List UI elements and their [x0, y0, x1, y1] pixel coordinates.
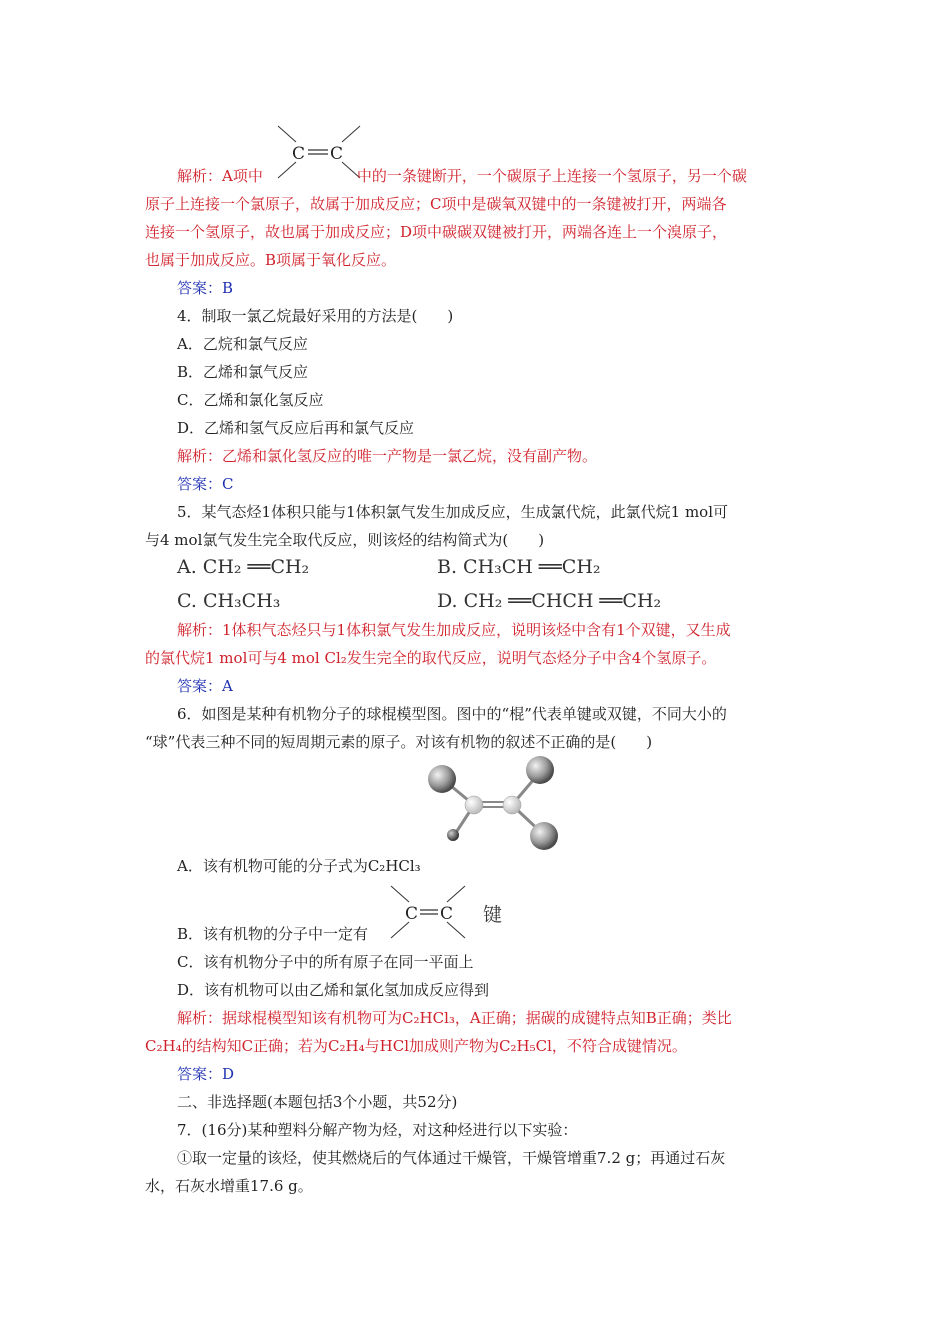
chlorine-atom	[530, 822, 558, 850]
q4-option-a: A．乙烷和氯气反应	[177, 335, 308, 353]
q5-answer: 答案：A	[177, 677, 233, 695]
analysis-label: 解析：	[177, 167, 223, 185]
svg-text:C: C	[440, 904, 454, 924]
q4-option-d: D．乙烯和氢气反应后再和氯气反应	[177, 419, 415, 437]
q7-item1-line-2: 水，石灰水增重17.6 g。	[145, 1177, 313, 1195]
analysis-text: 据球棍模型知该有机物可为C₂HCl₃，A正确；据碳的成键特点知B正确；类比	[222, 1009, 732, 1027]
bond-suffix: 键	[483, 904, 503, 926]
q6-analysis-2: C₂H₄的结构知C正确；若为C₂H₄与HCl加成则产物为C₂H₅Cl，不符合成键情况。	[145, 1037, 687, 1055]
ball-and-stick-model	[420, 755, 570, 855]
svg-text:C: C	[330, 144, 344, 164]
q6-option-c: C．该有机物分子中的所有原子在同一平面上	[177, 953, 474, 971]
part2-heading: 二、非选择题(本题包括3个小题，共52分)	[177, 1093, 458, 1111]
chlorine-atom	[526, 756, 554, 784]
svg-text:C: C	[292, 144, 306, 164]
q4-stem: 4．制取一氯乙烷最好采用的方法是( )	[177, 307, 454, 325]
analysis-label: 解析：	[177, 621, 223, 639]
analysis-text: 乙烯和氯化氢反应的唯一产物是一氯乙烷，没有副产物。	[222, 447, 598, 465]
analysis-text: A项中	[222, 167, 263, 185]
q5-option-d: D. CH₂ ══CHCH ══CH₂	[437, 590, 662, 612]
q5-analysis-1	[177, 620, 731, 640]
q6-analysis-1	[177, 1008, 732, 1028]
q6-option-a: A．该有机物可能的分子式为C₂HCl₃	[177, 857, 421, 875]
q6-stem-2: “球”代表三种不同的短周期元素的原子。对该有机物的叙述不正确的是( )	[145, 733, 653, 751]
q6-option-d: D．该有机物可以由乙烯和氯化氢加成反应得到	[177, 981, 490, 999]
q3-answer: 答案：B	[177, 279, 234, 297]
hydrogen-atom	[447, 829, 459, 841]
q5-option-a: A. CH₂ ══CH₂	[177, 556, 310, 578]
q3-analysis-line-3: 连接一个氢原子，故也属于加成反应；D项中碳碳双键被打开，两端各连上一个溴原子，	[145, 223, 728, 241]
analysis-text: 中的一条键断开，一个碳原子上连接一个氢原子，另一个碳	[356, 167, 747, 185]
carbon-atom	[465, 796, 483, 814]
q5-option-c: C. CH₃CH₃	[177, 590, 281, 612]
analysis-label: 解析：	[177, 447, 223, 465]
analysis-text: 1体积气态烃只与1体积氯气发生加成反应，说明该烃中含有1个双键，又生成	[222, 621, 731, 639]
q4-answer: 答案：C	[177, 475, 234, 493]
q3-analysis-line-1	[177, 166, 747, 186]
svg-text:C: C	[405, 904, 419, 924]
q3-analysis-line-4: 也属于加成反应。B项属于氧化反应。	[145, 251, 397, 269]
q5-option-b: B. CH₃CH ══CH₂	[437, 556, 601, 578]
analysis-label: 解析：	[177, 1009, 223, 1027]
q5-stem-1: 5．某气态烃1体积只能与1体积氯气发生加成反应，生成氯代烷，此氯代烷1 mol可	[177, 503, 728, 521]
chlorine-atom	[428, 765, 456, 793]
q5-analysis-2: 的氯代烷1 mol可与4 mol Cl₂发生完全的取代反应，说明气态烃分子中含4个氢原子。	[145, 649, 717, 667]
q6-answer: 答案：D	[177, 1065, 235, 1083]
q7-stem: 7．(16分)某种塑料分解产物为烃，对这种烃进行以下实验：	[177, 1121, 578, 1139]
cc-double-bond-structure-option-b	[385, 880, 475, 942]
carbon-atom	[503, 796, 521, 814]
q6-stem-1: 6．如图是某种有机物分子的球棍模型图。图中的“棍”代表单键或双键，不同大小的	[177, 705, 727, 723]
q5-stem-2: 与4 mol氯气发生完全取代反应，则该烃的结构简式为( )	[145, 531, 545, 549]
q4-option-c: C．乙烯和氯化氢反应	[177, 391, 324, 409]
q4-analysis	[177, 446, 597, 466]
q7-item1-line-1: ①取一定量的该烃，使其燃烧后的气体通过干燥管，干燥管增重7.2 g；再通过石灰	[177, 1149, 726, 1167]
q6-option-b: B．该有机物的分子中一定有	[177, 925, 369, 943]
q4-option-b: B．乙烯和氯气反应	[177, 363, 309, 381]
q3-analysis-line-2: 原子上连接一个氯原子，故属于加成反应；C项中是碳氧双键中的一条键被打开，两端各	[145, 195, 727, 213]
